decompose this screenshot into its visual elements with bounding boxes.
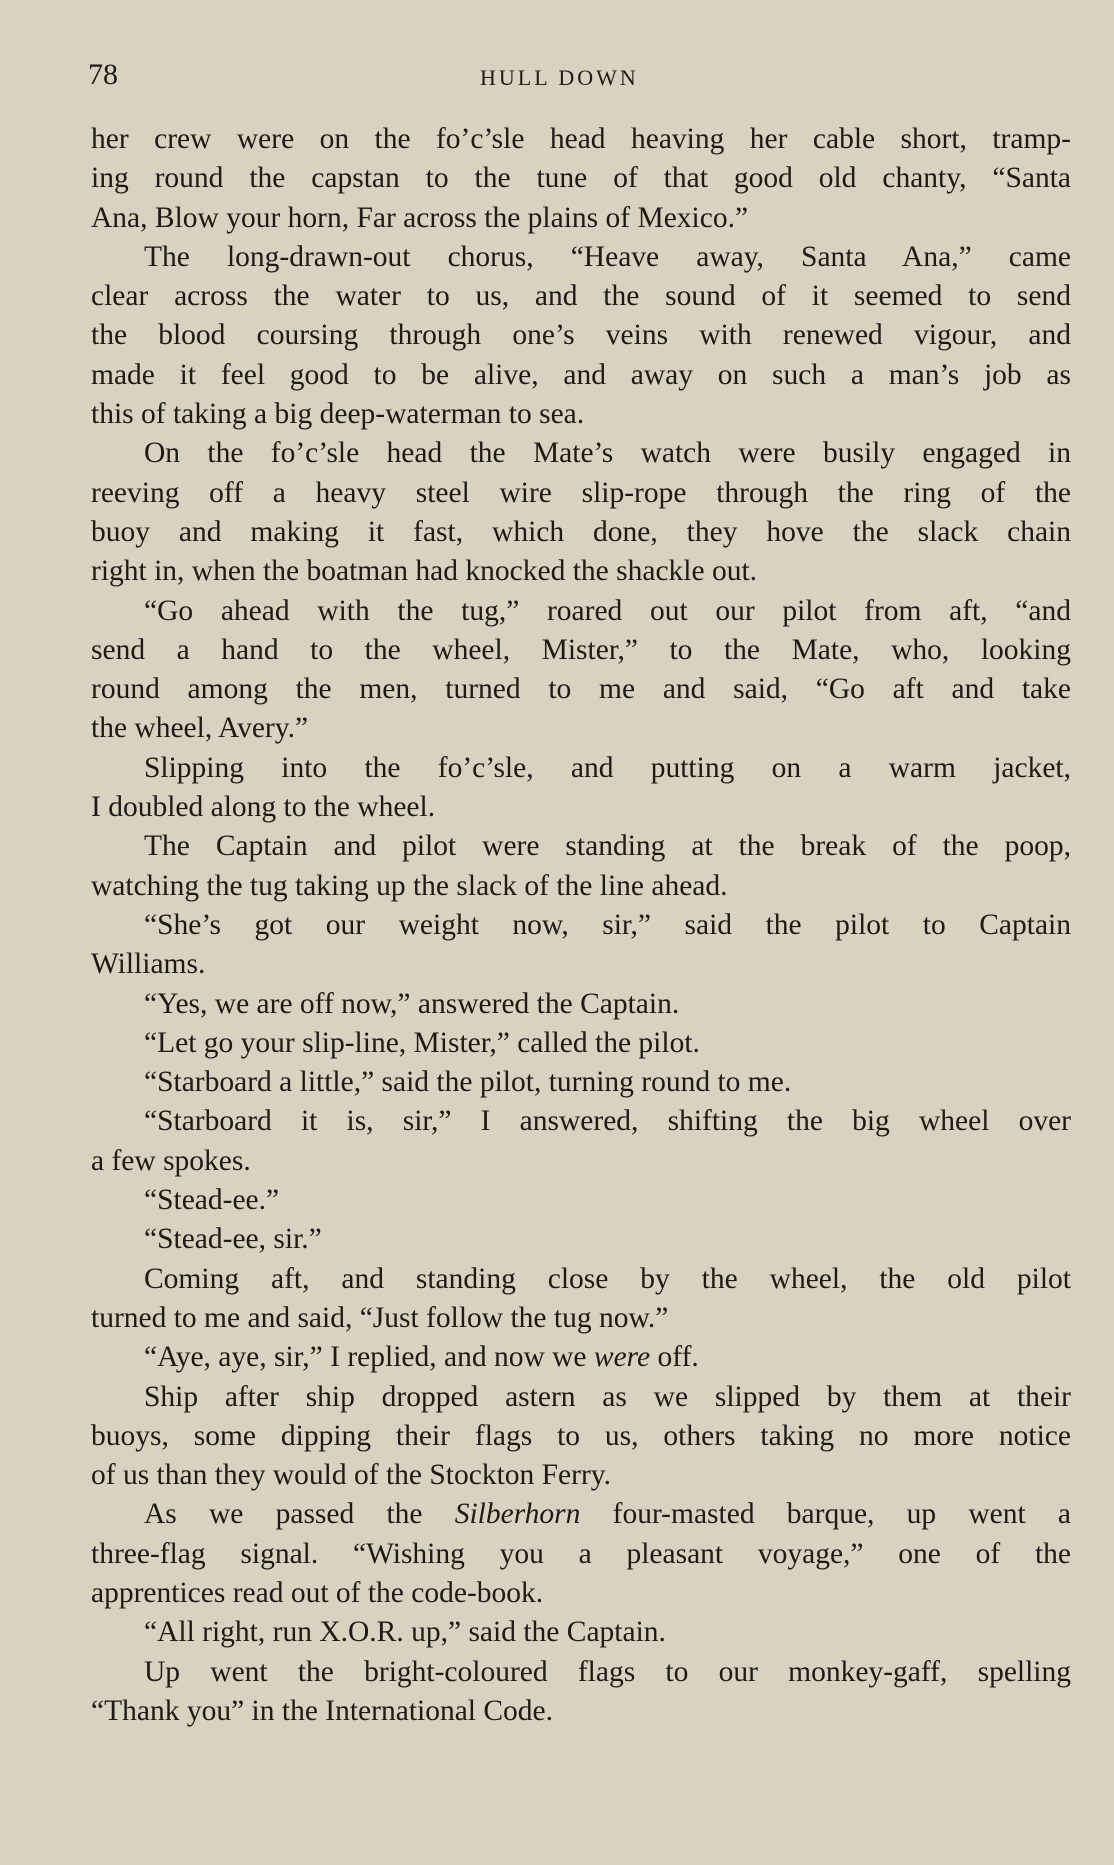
text-segment: As we passed the [144, 1498, 423, 1531]
text-line: The long-drawn-out chorus, “Heave away, Santa Ana,” came [144, 240, 1071, 273]
text-line: “Starboard it is, sir,” I answered, shifting the big wheel over [144, 1105, 1071, 1138]
text-line: “All right, run X.O.R. up,” said the Captain. [144, 1616, 666, 1649]
text-line: turned to me and said, “Just follow the tug now.” [91, 1301, 669, 1334]
text-line: “Stead-ee.” [144, 1184, 280, 1217]
text-line: On the fo’c’sle head the Mate’s watch were busily engaged in [144, 437, 1071, 470]
text-line: three-flag signal. “Wishing you a pleasant voyage,” one of the [91, 1537, 1071, 1570]
text-segment: “Aye, aye, sir,” I replied, and now we [144, 1341, 587, 1374]
text-line: “Thank you” in the International Code. [91, 1694, 554, 1727]
text-line: apprentices read out of the code-book. [91, 1576, 544, 1609]
text-line: Coming aft, and standing close by the wheel, the old pilot [144, 1262, 1071, 1295]
text-line [91, 1495, 1071, 1534]
text-line: The Captain and pilot were standing at the break of the poop, [144, 830, 1071, 863]
text-line: reeving off a heavy steel wire slip-rope through the ring of the [91, 476, 1071, 509]
text-line: “Let go your slip-line, Mister,” called the pilot. [144, 1026, 700, 1059]
text-line: Williams. [91, 948, 206, 981]
text-line: of us than they would of the Stockton Ferry. [91, 1459, 611, 1492]
text-line: “Yes, we are off now,” answered the Captain. [144, 987, 680, 1020]
text-line: a few spokes. [91, 1144, 251, 1177]
text-line: the blood coursing through one’s veins with renewed vigour, and [91, 319, 1071, 352]
text-line: buoy and making it fast, which done, they hove the slack chain [91, 515, 1071, 548]
text-line: send a hand to the wheel, Mister,” to the Mate, who, looking [91, 633, 1071, 666]
running-title: HULL DOWN [480, 65, 639, 90]
body-text [91, 120, 1071, 1731]
text-line: right in, when the boatman had knocked the shackle out. [91, 555, 758, 588]
text-line: made it feel good to be alive, and away on such a man’s job as [91, 358, 1071, 391]
text-line: Ship after ship dropped astern as we slipped by them at their [144, 1380, 1071, 1413]
text-line: “Stead-ee, sir.” [144, 1223, 322, 1256]
text-line: round among the men, turned to me and said, “Go aft and take [91, 673, 1071, 706]
text-segment: four-masted barque, up went a [612, 1498, 1071, 1531]
text-line: “She’s got our weight now, sir,” said the pilot to Captain [144, 908, 1071, 941]
text-line: “Starboard a little,” said the pilot, turning round to me. [144, 1066, 792, 1099]
text-line [91, 1338, 1071, 1377]
text-line: ing round the capstan to the tune of that good old chanty, “Santa [91, 162, 1071, 195]
text-line: the wheel, Avery.” [91, 712, 309, 745]
text-segment: off. [657, 1341, 699, 1374]
text-line: her crew were on the fo’c’sle head heaving her cable short, tramp- [91, 123, 1071, 155]
text-line: watching the tug taking up the slack of the line ahead. [91, 869, 728, 902]
text-line: Ana, Blow your horn, Far across the plains of Mexico.” [91, 201, 749, 234]
text-line: Up went the bright-coloured flags to our monkey-gaff, spelling [144, 1655, 1071, 1688]
italic-ship-name: Silberhorn [454, 1498, 581, 1531]
text-line: I doubled along to the wheel. [91, 791, 436, 824]
text-line: buoys, some dipping their flags to us, others taking no more notice [91, 1419, 1071, 1452]
page-header [88, 58, 1069, 98]
text-line: this of taking a big deep-waterman to sea. [91, 398, 585, 431]
page-number: 78 [88, 58, 118, 91]
italic-word-were: were [593, 1341, 651, 1374]
text-line: clear across the water to us, and the sound of it seemed to send [91, 280, 1071, 313]
text-line: “Go ahead with the tug,” roared out our pilot from aft, “and [144, 594, 1071, 627]
text-line: Slipping into the fo’c’sle, and putting on a warm jacket, [144, 751, 1071, 784]
